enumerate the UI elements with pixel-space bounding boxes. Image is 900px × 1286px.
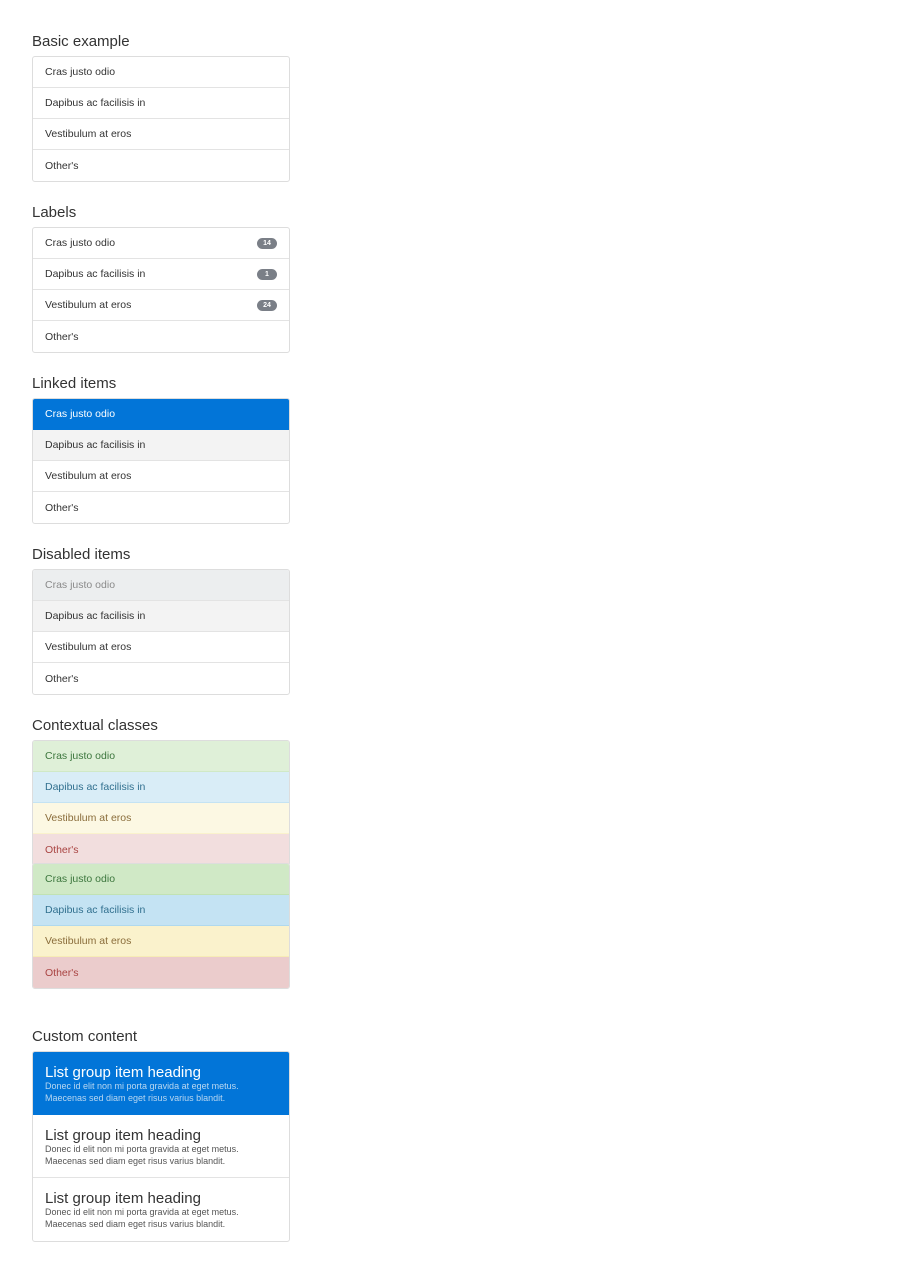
contextual-links-list-group (32, 863, 290, 989)
list-item-label: Cras justo odio (45, 237, 116, 249)
basic-list-group (32, 56, 290, 182)
contextual-classes-section (32, 717, 290, 866)
contextual-list-group (32, 740, 290, 866)
list-link-success[interactable] (33, 864, 289, 895)
list-item (33, 321, 289, 352)
list-item-warning (33, 803, 289, 834)
list-link[interactable] (33, 430, 289, 461)
disabled-items-title: Disabled items (32, 546, 131, 563)
list-item-text: Maecenas sed diam eget risus varius blandit. (45, 1092, 226, 1103)
contextual-links-section (32, 858, 290, 989)
list-item-label: Dapibus ac facilisis in (45, 439, 146, 451)
list-item-label: Other's (45, 501, 79, 514)
count-badge: 14 (257, 238, 277, 249)
list-link[interactable] (33, 663, 289, 694)
list-item-text: Donec id elit non mi porta gravida at eget metus. (45, 1081, 239, 1091)
labels-list-group (32, 227, 290, 353)
list-link[interactable] (33, 601, 289, 632)
list-item-label: Dapibus ac facilisis in (45, 781, 146, 793)
list-item (33, 57, 289, 88)
list-item-label: Dapibus ac facilisis in (45, 610, 146, 622)
list-item-heading: List group item heading (45, 1127, 201, 1144)
custom-content-title: Custom content (32, 1028, 138, 1045)
list-item-label: Cras justo odio (45, 873, 116, 885)
list-item-label: Cras justo odio (45, 66, 116, 78)
list-item-label: Cras justo odio (45, 408, 116, 420)
list-item-text: Maecenas sed diam eget risus varius blandit. (45, 1218, 226, 1229)
list-link[interactable] (33, 461, 289, 492)
list-item (33, 259, 289, 290)
list-link-warning[interactable] (33, 926, 289, 957)
labels-title: Labels (32, 204, 77, 221)
list-item-label: Other's (45, 330, 79, 343)
disabled-list-group (32, 569, 290, 695)
list-item-label: Vestibulum at eros (45, 128, 132, 140)
list-item-label: Cras justo odio (45, 579, 116, 591)
list-item-info (33, 772, 289, 803)
linked-items-section (32, 375, 290, 524)
list-item-label: Dapibus ac facilisis in (45, 904, 146, 916)
list-item-label: Dapibus ac facilisis in (45, 97, 146, 109)
count-badge: 24 (257, 300, 277, 311)
list-item (33, 228, 289, 259)
custom-list-group (32, 1051, 290, 1242)
custom-content-section (32, 1028, 290, 1242)
list-item-heading: List group item heading (45, 1064, 201, 1081)
list-item-label: Vestibulum at eros (45, 470, 132, 482)
custom-list-item-active[interactable] (33, 1052, 289, 1115)
list-item-label: Other's (45, 843, 79, 856)
list-link-disabled (33, 570, 289, 601)
list-item (33, 119, 289, 150)
list-link-active[interactable] (33, 399, 289, 430)
count-badge: 1 (257, 269, 277, 280)
labels-section (32, 204, 290, 353)
list-link-danger[interactable] (33, 957, 289, 988)
list-item (33, 88, 289, 119)
list-item-success (33, 741, 289, 772)
list-item-label: Vestibulum at eros (45, 299, 132, 311)
list-item-heading: List group item heading (45, 1190, 201, 1207)
custom-list-item[interactable] (33, 1115, 289, 1178)
list-item-label: Other's (45, 966, 79, 979)
list-item-text: Donec id elit non mi porta gravida at eget metus. (45, 1144, 239, 1154)
linked-items-title: Linked items (32, 375, 117, 392)
list-item-label: Vestibulum at eros (45, 935, 132, 947)
list-item (33, 150, 289, 181)
list-item-label: Vestibulum at eros (45, 641, 132, 653)
custom-list-item[interactable] (33, 1178, 289, 1241)
list-item-text: Maecenas sed diam eget risus varius blandit. (45, 1155, 226, 1166)
list-item-label: Cras justo odio (45, 750, 116, 762)
list-item (33, 290, 289, 321)
linked-list-group (32, 398, 290, 524)
list-link[interactable] (33, 632, 289, 663)
basic-example-section (32, 33, 290, 182)
list-item-label: Vestibulum at eros (45, 812, 132, 824)
list-item-text: Donec id elit non mi porta gravida at eget metus. (45, 1207, 239, 1217)
list-link-info[interactable] (33, 895, 289, 926)
list-item-label: Other's (45, 672, 79, 685)
disabled-items-section (32, 546, 290, 695)
contextual-classes-title: Contextual classes (32, 717, 158, 734)
list-link[interactable] (33, 492, 289, 523)
list-item-label: Other's (45, 159, 79, 172)
basic-example-title: Basic example (32, 33, 130, 50)
list-item-label: Dapibus ac facilisis in (45, 268, 146, 280)
